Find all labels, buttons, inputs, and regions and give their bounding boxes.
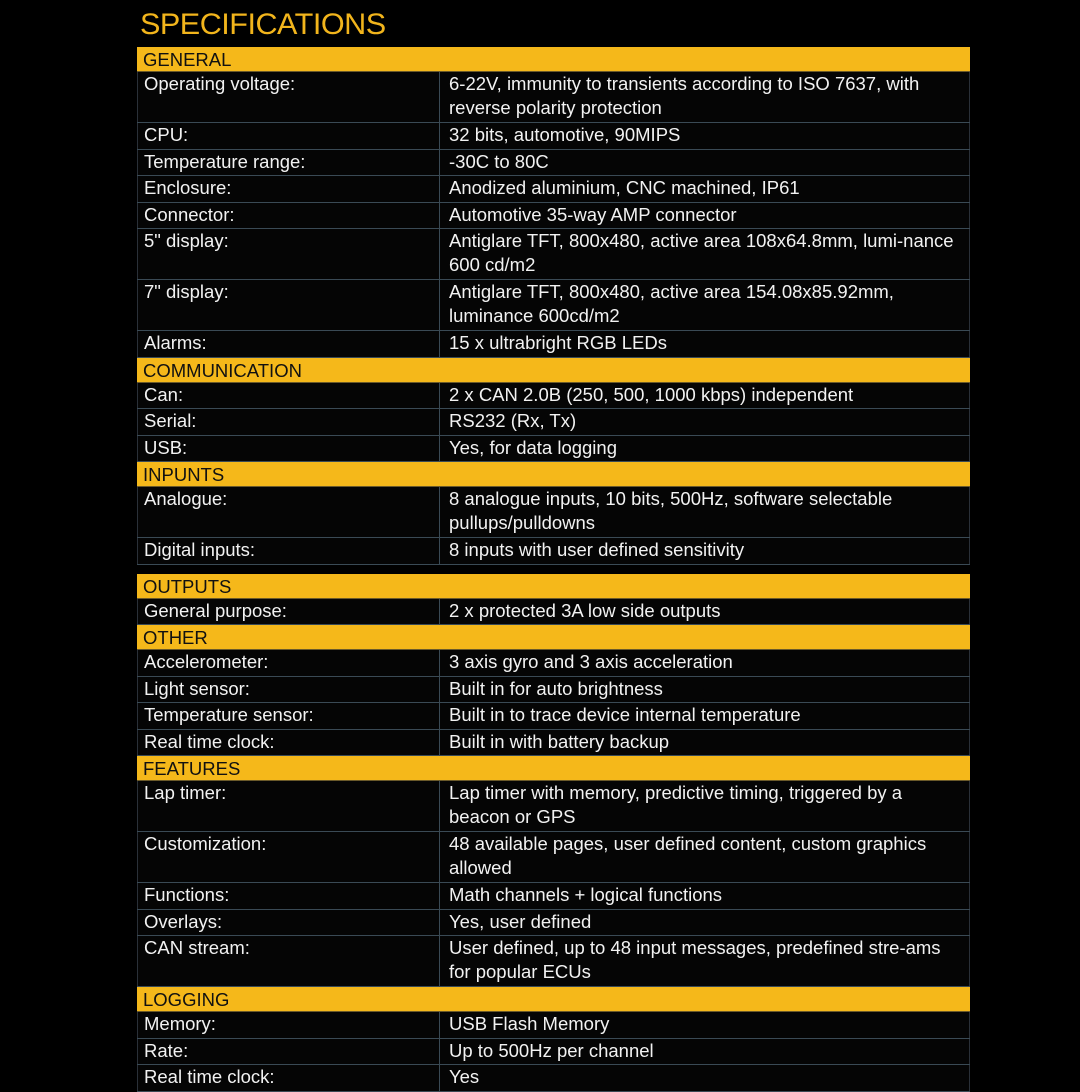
spec-label: Overlays:	[137, 910, 440, 936]
spec-label: General purpose:	[137, 599, 440, 625]
spec-value: Yes, user defined	[440, 910, 970, 936]
spec-value: 48 available pages, user defined content, custom graphics allowed	[440, 832, 970, 882]
spec-row	[137, 538, 970, 565]
spec-label: Real time clock:	[137, 1065, 440, 1091]
spec-row	[137, 409, 970, 436]
spec-value: RS232 (Rx, Tx)	[440, 409, 970, 435]
spec-label: CAN stream:	[137, 936, 440, 986]
spec-row	[137, 203, 970, 230]
page-title: SPECIFICATIONS	[140, 8, 386, 41]
spec-label: Functions:	[137, 883, 440, 909]
spec-label: Memory:	[137, 1012, 440, 1038]
spec-row	[137, 832, 970, 883]
spec-value: 8 analogue inputs, 10 bits, 500Hz, software selectable pullups/pulldowns	[440, 487, 970, 537]
spec-row	[137, 176, 970, 203]
spec-row	[137, 781, 970, 832]
spec-row	[137, 72, 970, 123]
spec-table	[137, 47, 970, 1092]
spec-row	[137, 677, 970, 704]
section-header: GENERAL	[137, 47, 970, 72]
spec-value: 15 x ultrabright RGB LEDs	[440, 331, 970, 357]
spec-label: CPU:	[137, 123, 440, 149]
section-header: LOGGING	[137, 987, 970, 1012]
spec-label: Temperature range:	[137, 150, 440, 176]
spec-label: 5" display:	[137, 229, 440, 279]
spec-row	[137, 383, 970, 410]
spec-value: 2 x protected 3A low side outputs	[440, 599, 970, 625]
spec-label: Customization:	[137, 832, 440, 882]
spec-value: Antiglare TFT, 800x480, active area 108x64.8mm, lumi-nance 600 cd/m2	[440, 229, 970, 279]
spec-label: Lap timer:	[137, 781, 440, 831]
spec-value: 3 axis gyro and 3 axis acceleration	[440, 650, 970, 676]
spec-value: Yes, for data logging	[440, 436, 970, 462]
spec-row	[137, 730, 970, 757]
spec-label: Accelerometer:	[137, 650, 440, 676]
spec-value: Math channels + logical functions	[440, 883, 970, 909]
spec-row	[137, 150, 970, 177]
spec-value: Antiglare TFT, 800x480, active area 154.08x85.92mm, luminance 600cd/m2	[440, 280, 970, 330]
spec-row	[137, 229, 970, 280]
spec-row	[137, 123, 970, 150]
spec-value: 2 x CAN 2.0B (250, 500, 1000 kbps) independent	[440, 383, 970, 409]
spec-row	[137, 936, 970, 987]
spec-label: Enclosure:	[137, 176, 440, 202]
spec-label: Connector:	[137, 203, 440, 229]
section-header: FEATURES	[137, 756, 970, 781]
spec-row	[137, 487, 970, 538]
spec-row	[137, 910, 970, 937]
spec-value: 8 inputs with user defined sensitivity	[440, 538, 970, 564]
spec-value: 6-22V, immunity to transients according to ISO 7637, with reverse polarity protection	[440, 72, 970, 122]
spec-row	[137, 331, 970, 358]
section-gap	[137, 565, 970, 574]
spec-value: Built in to trace device internal temperature	[440, 703, 970, 729]
spec-row	[137, 1012, 970, 1039]
spec-value: Built in with battery backup	[440, 730, 970, 756]
spec-label: Serial:	[137, 409, 440, 435]
spec-row	[137, 280, 970, 331]
spec-row	[137, 1065, 970, 1092]
spec-value: Built in for auto brightness	[440, 677, 970, 703]
spec-label: USB:	[137, 436, 440, 462]
section-header: INPUNTS	[137, 462, 970, 487]
spec-value: -30C to 80C	[440, 150, 970, 176]
spec-row	[137, 883, 970, 910]
spec-row	[137, 436, 970, 463]
spec-label: Light sensor:	[137, 677, 440, 703]
spec-label: Operating voltage:	[137, 72, 440, 122]
section-header: OTHER	[137, 625, 970, 650]
spec-value: User defined, up to 48 input messages, predefined stre-ams for popular ECUs	[440, 936, 970, 986]
spec-label: Alarms:	[137, 331, 440, 357]
spec-label: 7" display:	[137, 280, 440, 330]
spec-label: Rate:	[137, 1039, 440, 1065]
spec-label: Digital inputs:	[137, 538, 440, 564]
section-header: COMMUNICATION	[137, 358, 970, 383]
spec-label: Analogue:	[137, 487, 440, 537]
spec-value: Automotive 35-way AMP connector	[440, 203, 970, 229]
spec-row	[137, 599, 970, 626]
spec-row	[137, 1039, 970, 1066]
spec-value: 32 bits, automotive, 90MIPS	[440, 123, 970, 149]
spec-value: USB Flash Memory	[440, 1012, 970, 1038]
spec-value: Anodized aluminium, CNC machined, IP61	[440, 176, 970, 202]
spec-row	[137, 650, 970, 677]
section-header: OUTPUTS	[137, 574, 970, 599]
spec-label: Can:	[137, 383, 440, 409]
spec-label: Real time clock:	[137, 730, 440, 756]
spec-label: Temperature sensor:	[137, 703, 440, 729]
spec-value: Yes	[440, 1065, 970, 1091]
spec-row	[137, 703, 970, 730]
spec-value: Lap timer with memory, predictive timing, triggered by a beacon or GPS	[440, 781, 970, 831]
spec-value: Up to 500Hz per channel	[440, 1039, 970, 1065]
